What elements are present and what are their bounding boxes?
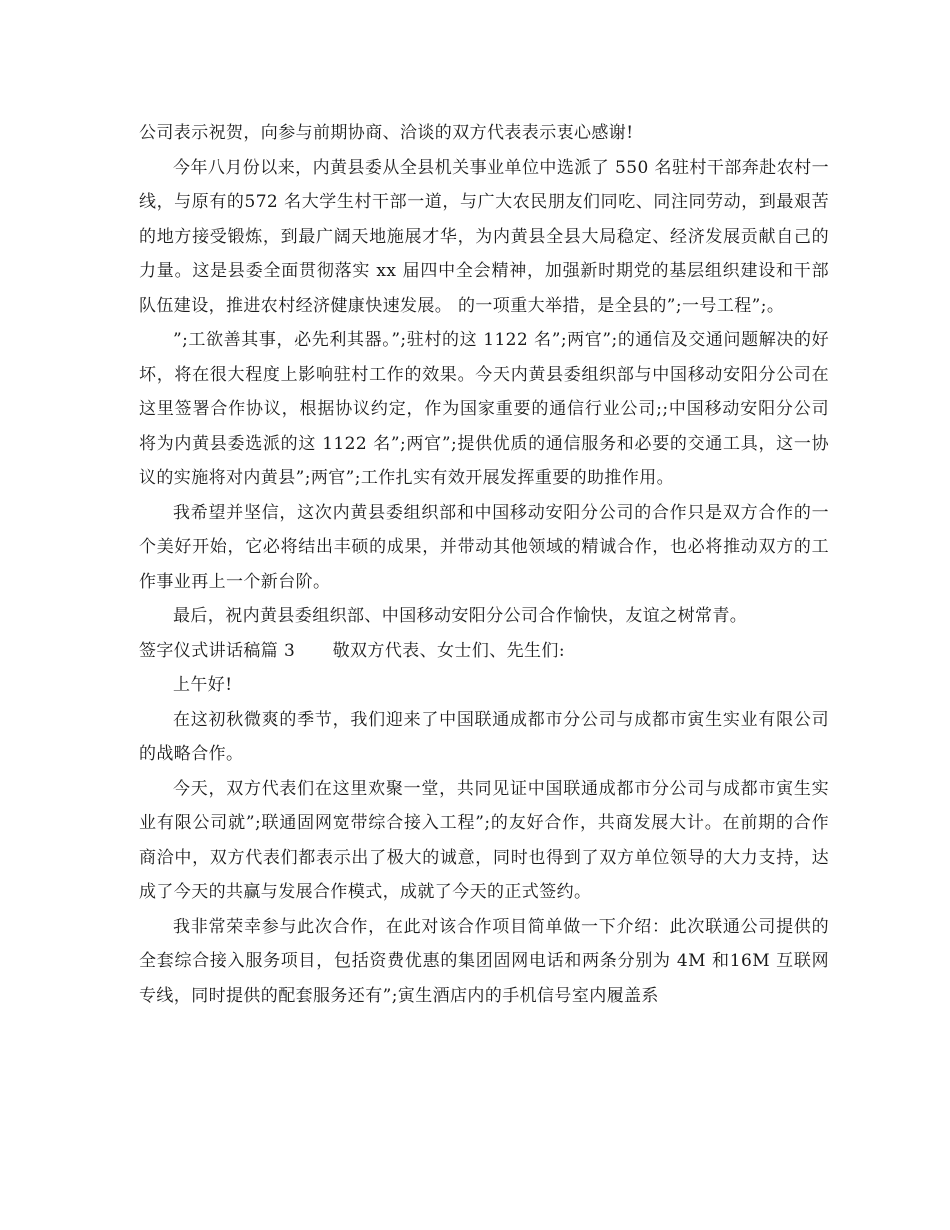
paragraph: 今天，双方代表们在这里欢聚一堂，共同见证中国联通成都市分公司与成都市寅生实业有限公司就”;联通固网宽带综合接入工程”;的友好合作，共商发展大计。在前期的合作商洽中，双方代表们都表示出了极大的诚意，同时也得到了双方单位领导的大力支持，达成了今天的共赢与发展合作模式，成就了今天的正式签约。 — [139, 778, 829, 902]
paragraph: ”;工欲善其事，必先利其器。”;驻村的这 1122 名”;两官”;的通信及交通问题解决的好坏，将在很大程度上影响驻村工作的效果。今天内黄县委组织部与中国移动安阳分公司在这里签署合作协议，根据协议约定，作为国家重要的通信行业公司;;中国移动安阳分公司将为内黄县委选派的这 1122 名”;两官”;提供优质的通信服务和必要的交通工具，这一协议的实施将对内黄县”;两官”;工作扎实有效开展发挥重要的助推作用。 — [139, 330, 829, 488]
paragraph: 在这初秋微爽的季节，我们迎来了中国联通成都市分公司与成都市寅生实业有限公司的战略合作。 — [139, 709, 829, 764]
paragraph-continuation: 公司表示祝贺，向参与前期协商、洽谈的双方代表表示衷心感谢! — [139, 123, 634, 143]
paragraph: 今年八月份以来，内黄县委从全县机关事业单位中选派了 550 名驻村干部奔赴农村一线，与原有的572 名大学生村干部一道，与广大农民朋友们同吃、同注同劳动，到最艰苦的地方接受锻炼，到最广阔天地施展才华，为内黄县全县大局稳定、经济发展贡献自己的力量。这是县委全面贯彻落实 xx 届四中全会精神，加强新时期党的基层组织建设和干部队伍建设，推进农村经济健康快速发展。 的一项重大举措，是全县的”;一号工程”;。 — [139, 157, 829, 316]
section-greeting: 敬双方代表、女士们、先生们: — [332, 640, 565, 661]
paragraph: 我非常荣幸参与此次合作，在此对该合作项目简单做一下介绍：此次联通公司提供的全套综合接入服务项目，包括资费优惠的集团固网电话和两条分别为 4M 和16M 互联网专线，同时提供的配套服务还有”;寅生酒店内的手机信号室内履盖系 — [139, 916, 829, 1006]
paragraph: 上午好! — [173, 675, 233, 695]
document-body — [139, 116, 829, 1013]
section-title: 签字仪式讲话稿篇 3 — [139, 640, 296, 661]
section-heading-line — [139, 634, 829, 669]
paragraph: 最后，祝内黄县委组织部、中国移动安阳分公司合作愉快，友谊之树常青。 — [173, 606, 748, 626]
paragraph: 我希望并坚信，这次内黄县委组织部和中国移动安阳分公司的合作只是双方合作的一个美好开始，它必将结出丰硕的成果，并带动其他领域的精诚合作，也必将推动双方的工作事业再上一个新台阶。 — [139, 502, 829, 592]
